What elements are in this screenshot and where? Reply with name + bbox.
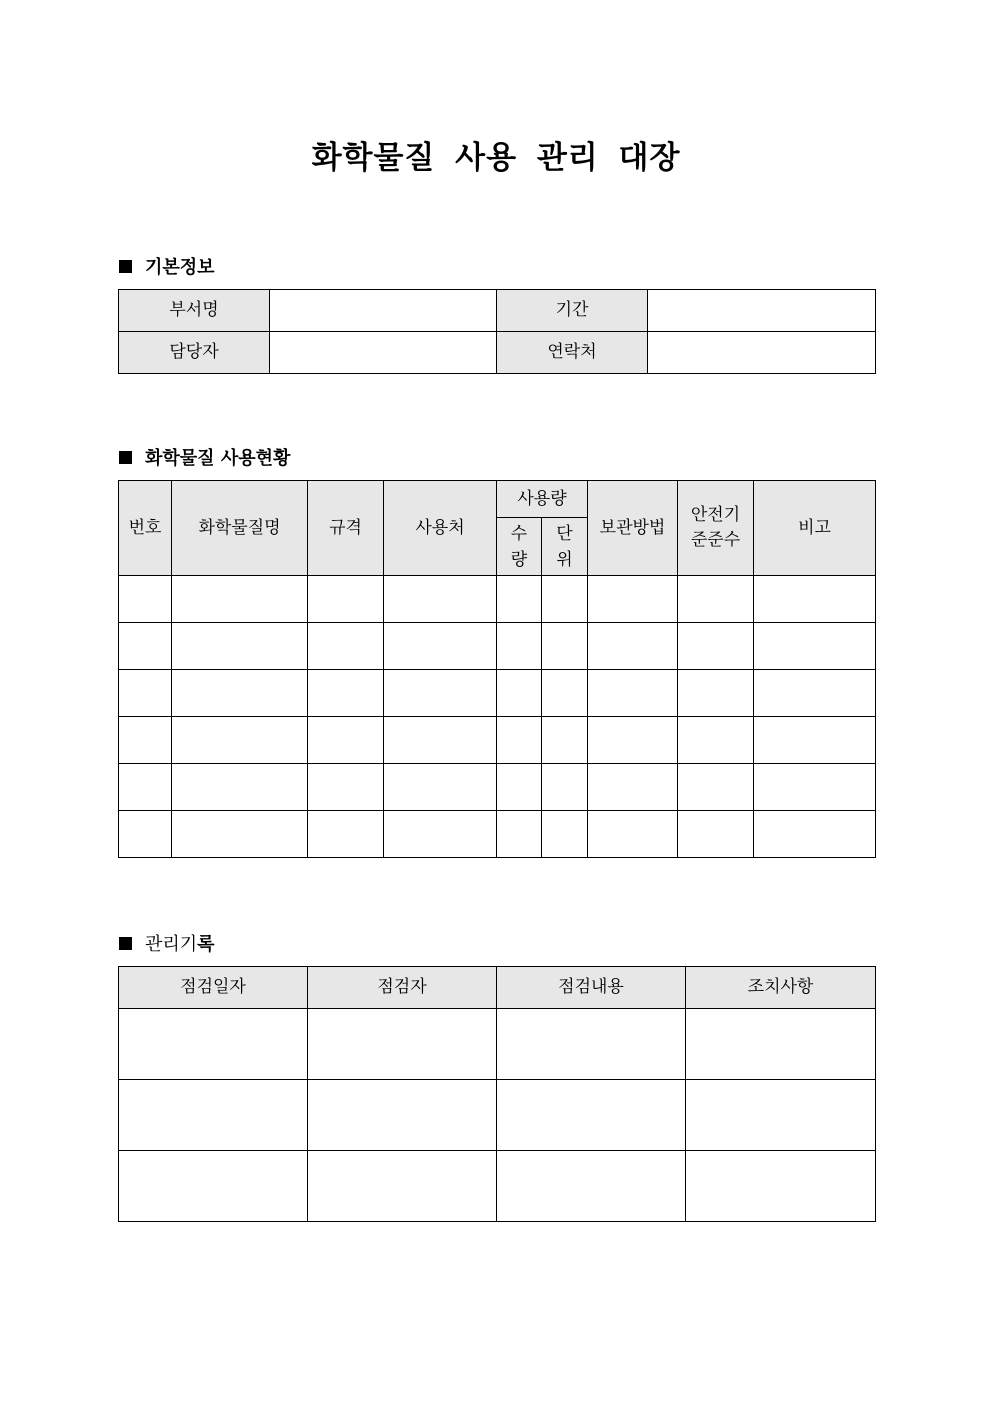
cell-safety[interactable] [678, 623, 754, 670]
cell-chemical-name[interactable] [172, 764, 308, 811]
col-header-storage: 보관방법 [588, 481, 678, 576]
table-row [119, 576, 876, 623]
col-header-safety [678, 481, 754, 576]
section-heading-usage [119, 444, 290, 470]
col-header-inspection-content: 점검내용 [497, 967, 686, 1009]
section-title: 기본정보 [145, 257, 215, 278]
cell-no[interactable] [119, 717, 172, 764]
col-header-safety-label: 안전기준준수 [690, 505, 741, 550]
cell-remark[interactable] [754, 764, 876, 811]
cell-quantity[interactable] [497, 717, 542, 764]
cell-inspector[interactable] [308, 1151, 497, 1222]
cell-safety[interactable] [678, 670, 754, 717]
cell-quantity[interactable] [497, 670, 542, 717]
cell-quantity[interactable] [497, 576, 542, 623]
cell-safety[interactable] [678, 811, 754, 858]
cell-storage[interactable] [588, 670, 678, 717]
cell-storage[interactable] [588, 811, 678, 858]
cell-place[interactable] [384, 623, 497, 670]
table-row [119, 623, 876, 670]
contact-label: 연락처 [497, 332, 648, 374]
section-heading-basic-info [119, 253, 215, 279]
cell-inspection-content[interactable] [497, 1080, 686, 1151]
cell-chemical-name[interactable] [172, 576, 308, 623]
cell-place[interactable] [384, 717, 497, 764]
cell-safety[interactable] [678, 717, 754, 764]
cell-storage[interactable] [588, 623, 678, 670]
cell-no[interactable] [119, 764, 172, 811]
cell-inspection-date[interactable] [119, 1009, 308, 1080]
cell-quantity[interactable] [497, 764, 542, 811]
cell-storage[interactable] [588, 764, 678, 811]
cell-inspection-content[interactable] [497, 1151, 686, 1222]
cell-place[interactable] [384, 811, 497, 858]
cell-quantity[interactable] [497, 623, 542, 670]
cell-no[interactable] [119, 576, 172, 623]
cell-remark[interactable] [754, 811, 876, 858]
cell-quantity[interactable] [497, 811, 542, 858]
col-header-unit [542, 518, 588, 576]
cell-unit[interactable] [542, 811, 588, 858]
table-row [119, 1009, 876, 1080]
cell-no[interactable] [119, 811, 172, 858]
section-title-suffix: 록 [197, 934, 215, 955]
manager-label: 담당자 [119, 332, 270, 374]
cell-unit[interactable] [542, 670, 588, 717]
square-bullet-icon [119, 451, 132, 464]
cell-inspection-date[interactable] [119, 1080, 308, 1151]
table-row [119, 332, 876, 374]
col-header-place: 사용처 [384, 481, 497, 576]
col-header-action-taken: 조치사항 [686, 967, 876, 1009]
col-header-chemical-name: 화학물질명 [172, 481, 308, 576]
col-header-remark: 비고 [754, 481, 876, 576]
col-header-spec: 규격 [308, 481, 384, 576]
table-row [119, 1151, 876, 1222]
cell-remark[interactable] [754, 623, 876, 670]
cell-remark[interactable] [754, 576, 876, 623]
cell-unit[interactable] [542, 623, 588, 670]
cell-action-taken[interactable] [686, 1151, 876, 1222]
cell-inspector[interactable] [308, 1080, 497, 1151]
table-row [119, 670, 876, 717]
cell-chemical-name[interactable] [172, 717, 308, 764]
cell-safety[interactable] [678, 576, 754, 623]
table-row [119, 1080, 876, 1151]
cell-inspector[interactable] [308, 1009, 497, 1080]
cell-spec[interactable] [308, 717, 384, 764]
department-label: 부서명 [119, 290, 270, 332]
section-title-prefix: 관리기 [145, 934, 198, 955]
cell-spec[interactable] [308, 764, 384, 811]
cell-unit[interactable] [542, 717, 588, 764]
cell-remark[interactable] [754, 670, 876, 717]
cell-safety[interactable] [678, 764, 754, 811]
cell-place[interactable] [384, 670, 497, 717]
cell-unit[interactable] [542, 576, 588, 623]
contact-field[interactable] [648, 332, 876, 374]
table-header-row [119, 481, 876, 518]
cell-chemical-name[interactable] [172, 623, 308, 670]
management-record-table [118, 966, 876, 1222]
cell-inspection-date[interactable] [119, 1151, 308, 1222]
col-header-quantity [497, 518, 542, 576]
section-title: 화학물질 사용현황 [145, 448, 291, 469]
cell-spec[interactable] [308, 670, 384, 717]
col-header-amount: 사용량 [497, 481, 588, 518]
table-row [119, 290, 876, 332]
cell-chemical-name[interactable] [172, 670, 308, 717]
col-header-inspector: 점검자 [308, 967, 497, 1009]
table-row [119, 811, 876, 858]
cell-storage[interactable] [588, 576, 678, 623]
period-field[interactable] [648, 290, 876, 332]
cell-place[interactable] [384, 576, 497, 623]
chemical-usage-table [118, 480, 876, 858]
cell-no[interactable] [119, 623, 172, 670]
cell-remark[interactable] [754, 717, 876, 764]
cell-storage[interactable] [588, 717, 678, 764]
col-header-quantity-label: 수량 [510, 523, 528, 570]
section-title [145, 930, 215, 956]
table-row [119, 764, 876, 811]
period-label: 기간 [497, 290, 648, 332]
cell-action-taken[interactable] [686, 1080, 876, 1151]
table-row [119, 717, 876, 764]
basic-info-table [118, 289, 876, 374]
page-title: 화학물질 사용 관리 대장 [311, 140, 681, 176]
cell-inspection-content[interactable] [497, 1009, 686, 1080]
section-heading-record [119, 930, 215, 956]
cell-spec[interactable] [308, 576, 384, 623]
square-bullet-icon [119, 937, 132, 950]
cell-action-taken[interactable] [686, 1009, 876, 1080]
cell-unit[interactable] [542, 764, 588, 811]
col-header-unit-label: 단위 [556, 523, 573, 570]
cell-place[interactable] [384, 764, 497, 811]
col-header-inspection-date: 점검일자 [119, 967, 308, 1009]
col-header-no: 번호 [119, 481, 172, 576]
cell-chemical-name[interactable] [172, 811, 308, 858]
cell-no[interactable] [119, 670, 172, 717]
manager-field[interactable] [270, 332, 497, 374]
department-field[interactable] [270, 290, 497, 332]
square-bullet-icon [119, 260, 132, 273]
cell-spec[interactable] [308, 623, 384, 670]
cell-spec[interactable] [308, 811, 384, 858]
table-header-row [119, 967, 876, 1009]
